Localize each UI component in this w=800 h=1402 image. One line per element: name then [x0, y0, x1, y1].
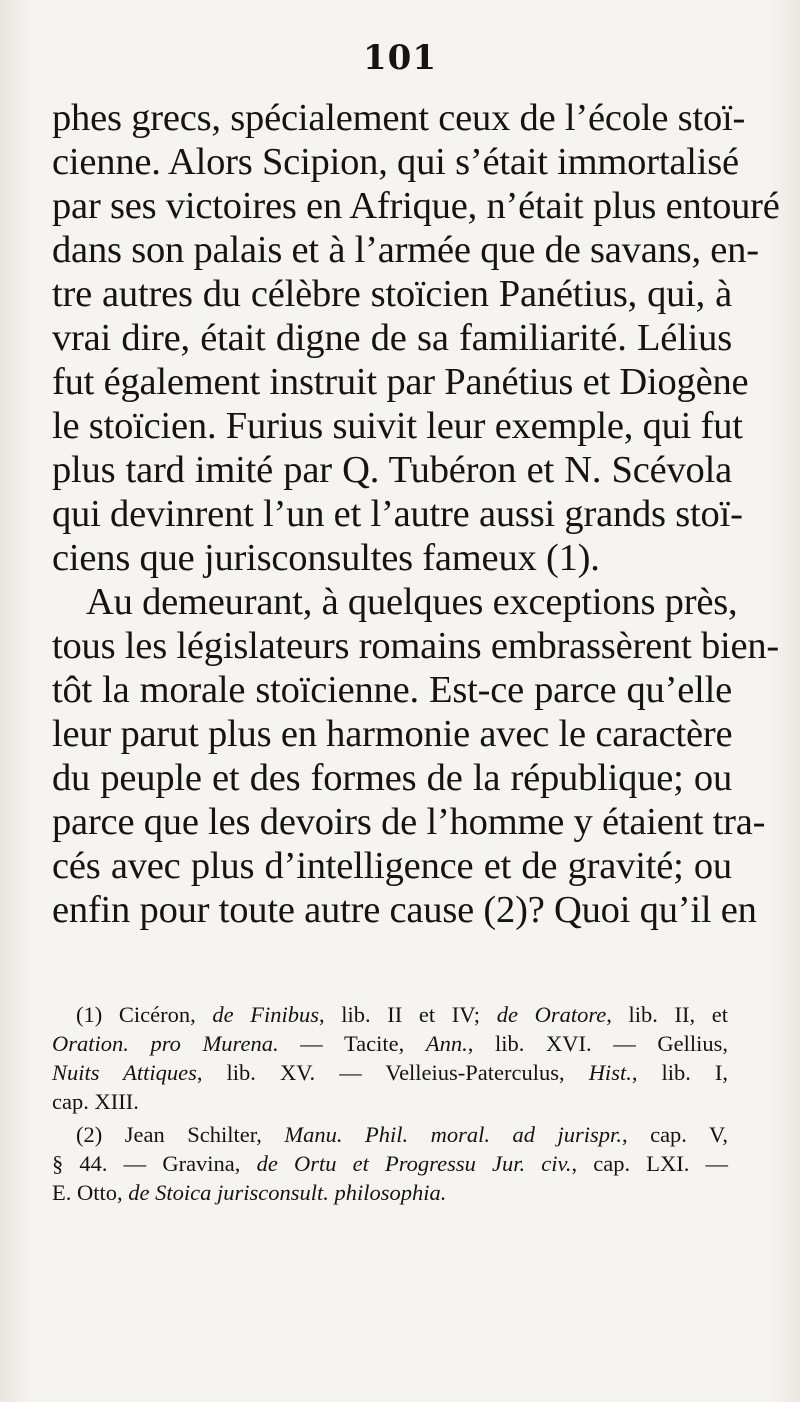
- footnote-line: Oration. pro Murena. — Tacite, Ann., lib. XVI. — Gellius,: [52, 1031, 728, 1056]
- text-line: le stoïcien. Furius suivit leur exemple, qui fut: [52, 405, 743, 447]
- main-text: [52, 96, 780, 932]
- text-line: du peuple et des formes de la république; ou: [52, 757, 732, 799]
- footnote-line: (2) Jean Schilter, Manu. Phil. moral. ad jurispr., cap. V,: [76, 1122, 728, 1147]
- footnote-line: cap. XIII.: [52, 1089, 139, 1114]
- text-line: leur parut plus en harmonie avec le caractère: [52, 713, 733, 755]
- text-line: vrai dire, était digne de sa familiarité. Lélius: [52, 317, 732, 359]
- text-line: tre autres du célèbre stoïcien Panétius, qui, à: [52, 273, 732, 315]
- text-line: qui devinrent l’un et l’autre aussi grands stoï-: [52, 493, 743, 535]
- text-line: par ses victoires en Afrique, n’était plus entouré: [52, 185, 780, 227]
- text-line: fut également instruit par Panétius et Diogène: [52, 361, 749, 403]
- footnote-line: E. Otto, de Stoica jurisconsult. philosophia.: [52, 1180, 447, 1205]
- footnote-line: (1) Cicéron, de Finibus, lib. II et IV; de Oratore, lib. II, et: [76, 1002, 728, 1027]
- text-line: enfin pour toute autre cause (2)? Quoi qu’il en: [52, 889, 757, 931]
- text-line: phes grecs, spécialement ceux de l’école stoï-: [52, 97, 746, 139]
- footnotes: [52, 1000, 729, 1207]
- footnote-line: Nuits Attiques, lib. XV. — Velleius-Paterculus, Hist., lib. I,: [52, 1060, 729, 1085]
- text-line: tôt la morale stoïcienne. Est-ce parce qu’elle: [52, 669, 732, 711]
- text-line: tous les législateurs romains embrassèrent bien-: [52, 625, 780, 667]
- text-line: ciens que jurisconsultes fameux (1).: [52, 537, 600, 579]
- text-line: cés avec plus d’intelligence et de gravité; ou: [52, 845, 732, 887]
- text-line: dans son palais et à l’armée que de savans, en-: [52, 229, 759, 271]
- text-line: plus tard imité par Q. Tubéron et N. Scévola: [52, 449, 732, 491]
- text-line: parce que les devoirs de l’homme y étaient tra-: [52, 801, 766, 843]
- text-line: cienne. Alors Scipion, qui s’était immortalisé: [52, 141, 739, 183]
- page-number: 101: [363, 38, 437, 78]
- footnote-line: § 44. — Gravina, de Ortu et Progressu Jur. civ., cap. LXI. —: [52, 1151, 728, 1176]
- text-line: Au demeurant, à quelques exceptions près,: [86, 581, 738, 623]
